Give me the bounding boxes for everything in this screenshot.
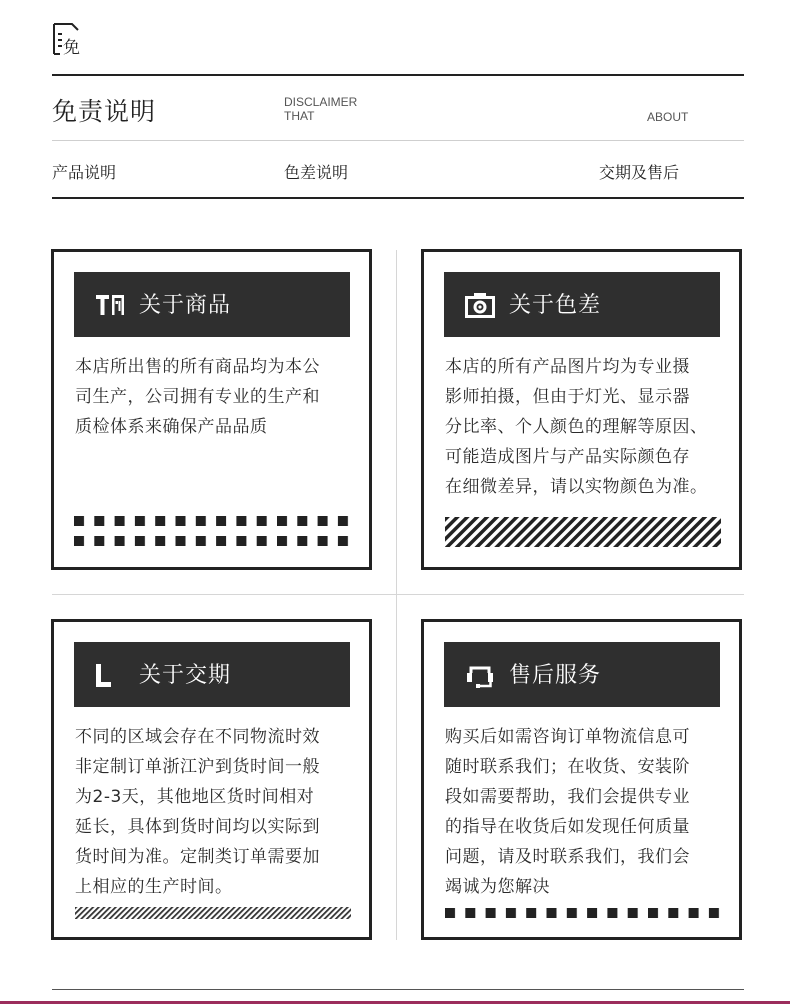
nav-item-product[interactable]: 产品说明 bbox=[52, 163, 117, 182]
nav-bottom-rule bbox=[52, 197, 744, 199]
logo-glyph: 免 bbox=[63, 38, 80, 56]
card-delivery bbox=[51, 619, 372, 940]
card-color-text bbox=[445, 352, 708, 502]
text-line: 问题，请及时联系我们，我们会 bbox=[445, 847, 690, 867]
card-delivery-text bbox=[75, 722, 320, 902]
text-line: 竭诚为您解决 bbox=[445, 877, 550, 897]
logo-icon bbox=[52, 22, 82, 56]
card-delivery-header bbox=[74, 642, 350, 707]
footer-rule bbox=[52, 989, 744, 990]
grid-divider-horizontal bbox=[52, 594, 744, 595]
text-line: 质检体系来确保产品品质 bbox=[75, 417, 268, 437]
nav-item-color[interactable]: 色差说明 bbox=[284, 163, 349, 182]
page-subtitle bbox=[284, 95, 357, 123]
square-dots-decoration bbox=[445, 907, 723, 919]
card-product-header bbox=[74, 272, 350, 337]
product-icon bbox=[94, 289, 126, 321]
text-line: 上相应的生产时间。 bbox=[75, 877, 233, 897]
bottom-accent-bar bbox=[0, 1001, 790, 1004]
card-product bbox=[51, 249, 372, 570]
card-color bbox=[421, 249, 742, 570]
about-label: ABOUT bbox=[647, 110, 689, 124]
text-line: 不同的区域会存在不同物流时效 bbox=[75, 727, 320, 747]
text-line: 段如需要帮助，我们会提供专业 bbox=[445, 787, 690, 807]
diagonal-stripes-decoration bbox=[75, 907, 351, 919]
text-line: 可能造成图片与产品实际颜色存 bbox=[445, 447, 690, 467]
card-delivery-title: 关于交期 bbox=[139, 663, 232, 688]
text-line: 为2-3天，其他地区货时间相对 bbox=[75, 787, 315, 807]
text-line: 货时间为准。定制类订单需要加 bbox=[75, 847, 320, 867]
card-color-title: 关于色差 bbox=[509, 293, 602, 318]
text-line: 随时联系我们；在收货、安装阶 bbox=[445, 757, 690, 777]
text-line: 非定制订单浙江沪到货时间一般 bbox=[75, 757, 320, 777]
text-line: 影师拍摄，但由于灯光、显示器 bbox=[445, 387, 690, 407]
text-line: 司生产，公司拥有专业的生产和 bbox=[75, 387, 320, 407]
text-line: 购买后如需咨询订单物流信息可 bbox=[445, 727, 690, 747]
text-line: 本店的所有产品图片均为专业摄 bbox=[445, 357, 690, 377]
diagonal-stripes-decoration bbox=[445, 517, 721, 547]
card-aftersale bbox=[421, 619, 742, 940]
page-title: 免责说明 bbox=[52, 97, 157, 126]
text-line: 在细微差异，请以实物颜色为准。 bbox=[445, 477, 708, 497]
nav-item-delivery[interactable]: 交期及售后 bbox=[599, 163, 680, 182]
card-aftersale-title: 售后服务 bbox=[509, 663, 602, 688]
header-mid-rule bbox=[52, 140, 744, 141]
headset-icon bbox=[464, 659, 496, 691]
card-aftersale-header bbox=[444, 642, 720, 707]
camera-icon bbox=[464, 289, 496, 321]
square-dots-decoration bbox=[74, 516, 352, 550]
header-top-rule bbox=[52, 74, 744, 76]
card-color-header bbox=[444, 272, 720, 337]
text-line: 分比率、个人颜色的理解等原因、 bbox=[445, 417, 708, 437]
card-aftersale-text bbox=[445, 722, 690, 902]
text-line: 本店所出售的所有商品均为本公 bbox=[75, 357, 320, 377]
subtitle-line-2: THAT bbox=[284, 109, 315, 123]
card-product-text bbox=[75, 352, 320, 442]
card-product-title: 关于商品 bbox=[139, 293, 232, 318]
text-line: 延长，具体到货时间均以实际到 bbox=[75, 817, 320, 837]
grid-divider-vertical bbox=[396, 250, 397, 940]
text-line: 的指导在收货后如发现任何质量 bbox=[445, 817, 690, 837]
subtitle-line-1: DISCLAIMER bbox=[284, 95, 358, 109]
letter-l-icon bbox=[94, 659, 126, 691]
